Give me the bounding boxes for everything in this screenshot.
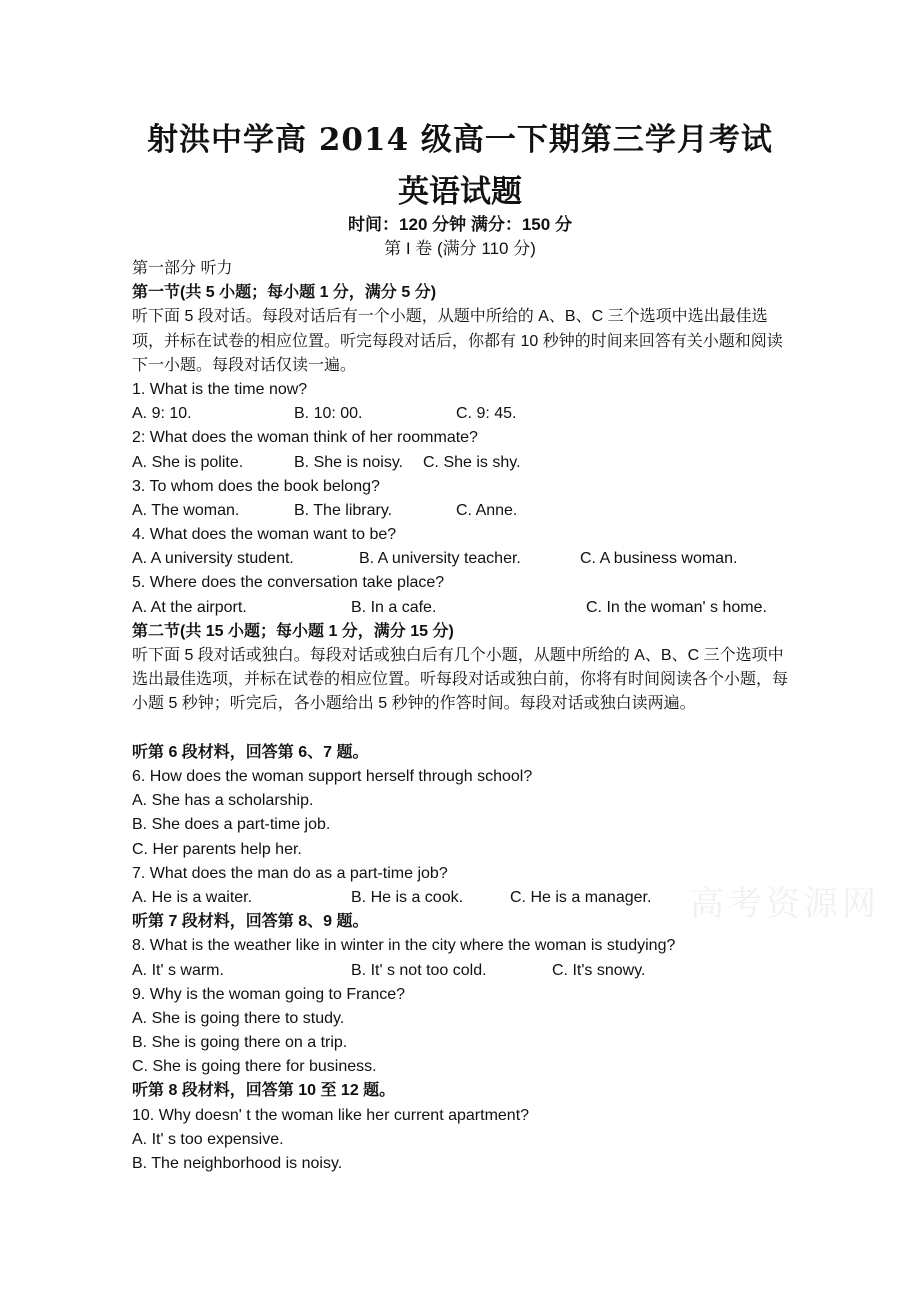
question-10-option-a: A. It' s too expensive. xyxy=(132,1130,284,1148)
watermark: 高考资源网 xyxy=(690,884,880,924)
exam-body xyxy=(132,257,792,1176)
option-c: C. A business woman. xyxy=(580,550,738,568)
question-8-options xyxy=(132,959,792,983)
option-c: C. In the woman' s home. xyxy=(586,598,767,616)
question-6-stem: 6. How does the woman support herself through school? xyxy=(132,768,533,786)
question-8-stem: 8. What is the weather like in winter in the city where the woman is studying? xyxy=(132,937,676,955)
question-2-stem: 2: What does the woman think of her roommate? xyxy=(132,429,478,447)
material-6-heading: 听第 6 段材料，回答第 6、7 题。 xyxy=(132,743,369,761)
question-5-options xyxy=(132,596,792,620)
option-a: A. At the airport. xyxy=(132,598,247,616)
question-7-stem: 7. What does the man do as a part-time job? xyxy=(132,864,448,882)
question-6-option-a: A. She has a scholarship. xyxy=(132,792,314,810)
question-3-stem: 3. To whom does the book belong? xyxy=(132,477,380,495)
question-5-stem: 5. Where does the conversation take place? xyxy=(132,574,445,592)
time-score-info: 时间：120 分钟 满分：150 分 xyxy=(348,215,572,234)
section2-heading: 第二节(共 15 小题；每小题 1 分，满分 15 分) xyxy=(132,622,454,640)
option-a: A. The woman. xyxy=(132,501,240,519)
question-1-stem: 1. What is the time now? xyxy=(132,380,308,398)
question-10-stem: 10. Why doesn' t the woman like her current apartment? xyxy=(132,1106,530,1124)
section2-instructions: 听下面 5 段对话或独白。每段对话或独白后有几个小题，从题中所给的 A、B、C 三个选项中选出最佳选项，并标在试卷的相应位置。听每段对话或独白前，你将有时间阅读各个小题，每小题 5 秒钟；听完后，各小题给出 5 秒钟的作答时间。每段对话或独白读两遍。 xyxy=(132,647,789,713)
question-9-option-b: B. She is going there on a trip. xyxy=(132,1034,348,1052)
option-a: A. He is a waiter. xyxy=(132,888,253,906)
question-3-options xyxy=(132,499,792,523)
material-8-heading: 听第 8 段材料，回答第 10 至 12 题。 xyxy=(132,1082,396,1100)
option-c: C. Anne. xyxy=(456,501,518,519)
question-1-options xyxy=(132,402,792,426)
option-b: B. The library. xyxy=(294,501,393,519)
section1-heading: 第一节(共 5 小题；每小题 1 分，满分 5 分) xyxy=(132,284,437,302)
exam-title: 射洪中学高 2014 级高一下期第三学月考试 xyxy=(147,122,773,158)
question-6-option-c: C. Her parents help her. xyxy=(132,840,302,858)
option-b: B. A university teacher. xyxy=(359,550,521,568)
option-c: C. 9: 45. xyxy=(456,405,517,423)
question-4-stem: 4. What does the woman want to be? xyxy=(132,526,397,544)
option-a: A. A university student. xyxy=(132,550,294,568)
option-a: A. It' s warm. xyxy=(132,961,224,979)
question-9-option-a: A. She is going there to study. xyxy=(132,1009,345,1027)
question-6-option-b: B. She does a part-time job. xyxy=(132,816,331,834)
option-b: B. It' s not too cold. xyxy=(351,961,487,979)
option-a: A. She is polite. xyxy=(132,453,244,471)
subject-title: 英语试题 xyxy=(398,174,522,210)
question-9-option-c: C. She is going there for business. xyxy=(132,1058,377,1076)
question-2-options xyxy=(132,451,792,475)
option-b: B. In a cafe. xyxy=(351,598,437,616)
question-10-option-b: B. The neighborhood is noisy. xyxy=(132,1155,343,1173)
option-c: C. He is a manager. xyxy=(510,888,652,906)
option-b: B. She is noisy. xyxy=(294,453,404,471)
option-a: A. 9: 10. xyxy=(132,405,192,423)
part-heading: 第一部分 听力 xyxy=(132,260,233,277)
option-c: C. It's snowy. xyxy=(552,961,646,979)
option-b: B. He is a cook. xyxy=(351,888,464,906)
volume-label: 第 I 卷 (满分 110 分) xyxy=(384,239,536,258)
section1-instructions: 听下面 5 段对话。每段对话后有一个小题，从题中所给的 A、B、C 三个选项中选出最佳选项，并标在试卷的相应位置。听完每段对话后，你都有 10 秒钟的时间来回答有关小题和阅读下一小题。每段对话仅读一遍。 xyxy=(132,308,783,374)
option-b: B. 10: 00. xyxy=(294,405,363,423)
question-4-options xyxy=(132,547,792,571)
question-9-stem: 9. Why is the woman going to France? xyxy=(132,985,406,1003)
option-c: C. She is shy. xyxy=(423,453,521,471)
material-7-heading: 听第 7 段材料，回答第 8、9 题。 xyxy=(132,913,369,931)
